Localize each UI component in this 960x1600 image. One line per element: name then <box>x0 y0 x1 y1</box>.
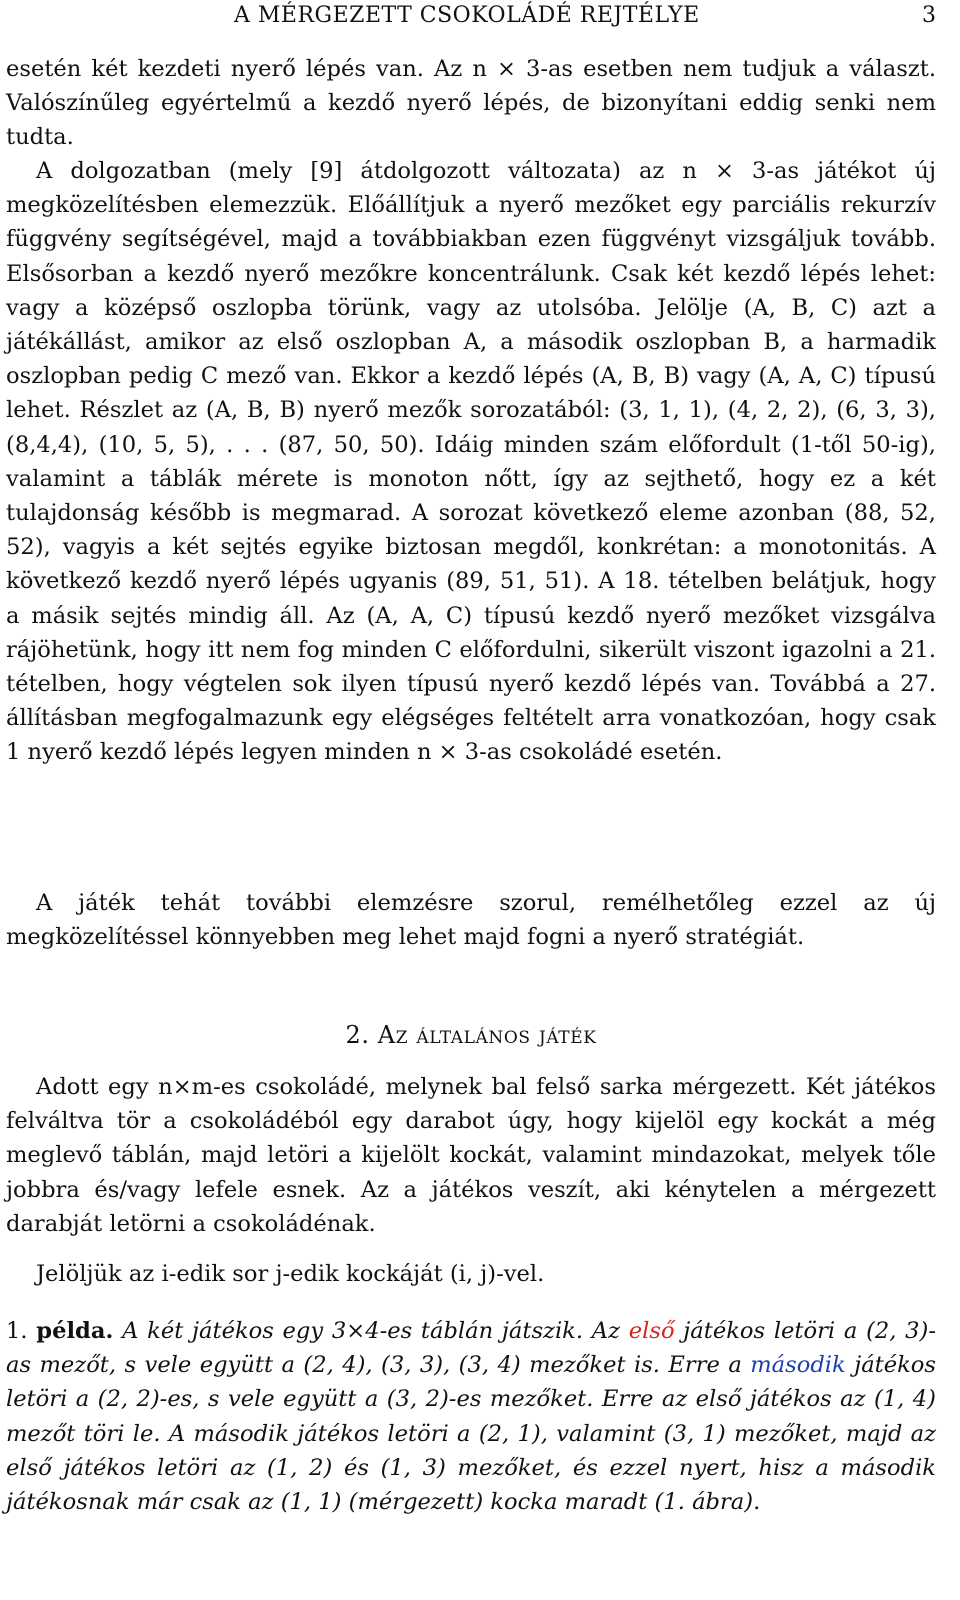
example-number: 1. <box>6 1318 28 1344</box>
page-number: 3 <box>922 3 936 28</box>
second-player-link[interactable]: második <box>750 1352 846 1379</box>
section-heading: 2. Az általános játék <box>345 1021 597 1049</box>
example-text-1: A két játékos egy 3×4-es táblán játszik. Az <box>122 1318 621 1344</box>
paragraph-notation: Jelöljük az i-edik sor j-edik kockáját (i, j)-vel. <box>36 1261 545 1287</box>
example-block <box>6 1314 936 1519</box>
paragraph-intro-end: esetén két kezdeti nyerő lépés van. Az n × 3-as esetben nem tudjuk a választ. Valószínűleg egyértelmű a kezdő nyerő lépés, de bizonyítani eddig senki nem tudta. <box>6 56 936 151</box>
example-title: példa. <box>36 1318 114 1344</box>
page-header <box>6 2 936 34</box>
paragraph-method: A dolgozatban (mely [9] átdolgozott változata) az n × 3-as játékot új megközelítésben elemezzük. Előállítjuk a nyerő mezőket egy parciális rekurzív függvény segítségével, majd a továbbiakban ezen függvényt vizsgáljuk tovább. Elsősorban a kezdő nyerő mezőkre koncentrálunk. Csak két kezdő lépés lehet: vagy a középső oszlopba törünk, vagy az utolsóba. Jelölje (A, B, C) azt a játékállást, amikor az első oszlopban A, a második oszlopban B, a harmadik oszlopban pedig C mező van. Ekkor a kezdő lépés (A, B, B) vagy (A, A, C) típusú lehet. Részlet az (A, B, B) nyerő mezők sorozatából: (3, 1, 1), (4, 2, 2), (6, 3, 3), (8,4,4), (10, 5, 5), . . . (87, 50, 50). Idáig minden szám előfordult (1-től 50-ig), valamint a táblák mérete is monoton nőtt, így az sejthető, hogy ez a két tulajdonság később is megmarad. A sorozat következő eleme azonban (88, 52, 52), vagyis a két sejtés egyike biztosan megdől, konkrétan: a monotonitás. A következő kezdő nyerő lépés ugyanis (89, 51, 51). A 18. tételben belátjuk, hogy a másik sejtés mindig áll. Az (A, A, C) típusú kezdő nyerő mezőket vizsgálva rájöhetünk, hogy itt nem fog minden C előfordulni, sikerült viszont igazolni a 21. tételben, hogy végtelen sok ilyen típusú nyerő kezdő lépés van. Továbbá a 27. állításban megfogalmazunk egy elégséges feltételt arra vonatkozóan, hogy csak 1 nyerő kezdő lépés legyen minden n × 3-as csokoládé esetén. <box>6 158 936 766</box>
first-player-link[interactable]: első <box>628 1318 675 1344</box>
example-text-2: játékos letöri a (2, 3)-as mezőt, s vele együtt a (2, 4), (3, 3), (3, 4) mezőket is. Erre a <box>6 1318 936 1379</box>
example-label <box>6 1318 113 1344</box>
running-title: A MÉRGEZETT CSOKOLÁDÉ REJTÉLYE <box>234 3 700 28</box>
paragraph-game-definition: Adott egy n×m-es csokoládé, melynek bal felső sarka mérgezett. Két játékos felváltva tör a csokoládéból egy darabot úgy, hogy kijelöl egy kockát a még meglevő táblán, majd letöri a kijelölt kockát, valamint mindazokat, melyek tőle jobbra és/vagy lefele esnek. Az a játékos veszít, aki kénytelen a mérgezett darabját letörni a csokoládénak. <box>6 1074 936 1237</box>
paragraph-conclusion: A játék tehát további elemzésre szorul, remélhetőleg ezzel az új megközelítéssel könnyebben meg lehet majd fogni a nyerő stratégiát. <box>6 890 936 951</box>
example-text-3: játékos letöri a (2, 2)-es, s vele együtt a (3, 2)-es mezőket. Erre az első játékos az (1, 4) mezőt töri le. A második játékos letöri a (2, 1), valamint (3, 1) mezőket, majd az első játékos letöri az (1, 2) és (1, 3) mezőket, és ezzel nyert, hisz a második játékosnak már csak az (1, 1) (mérgezett) kocka maradt (1. ábra). <box>6 1352 937 1516</box>
